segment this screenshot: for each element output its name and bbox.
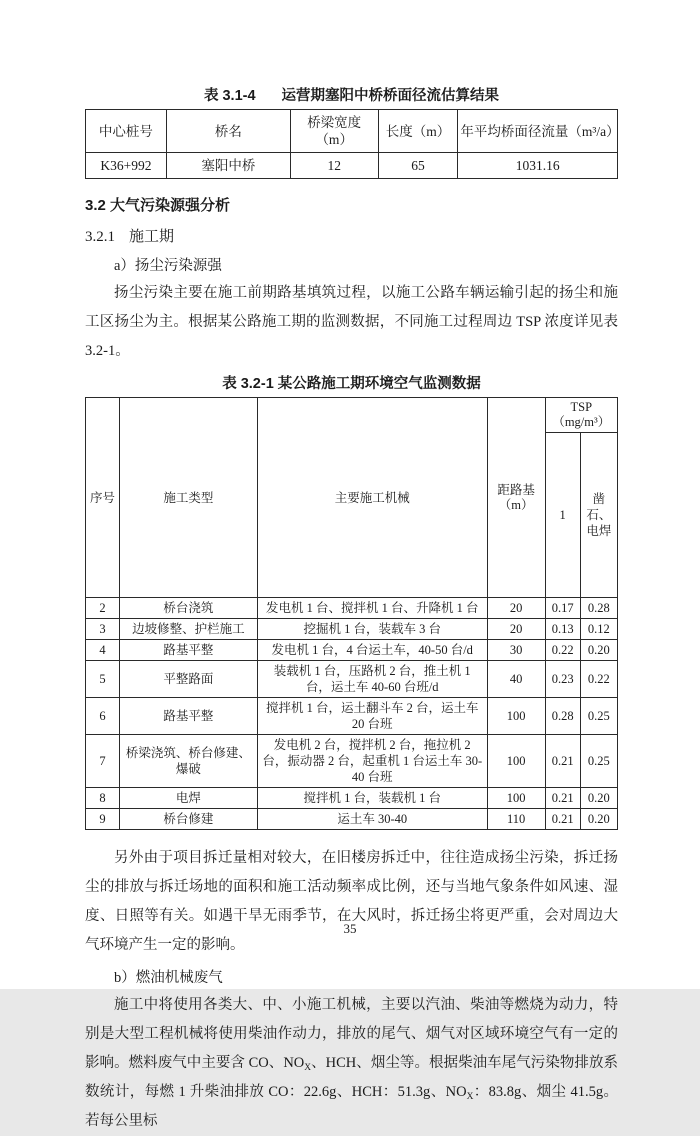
cell-machinery: 搅拌机 1 台，运土翻斗车 2 台，运土车 20 台班	[257, 698, 487, 735]
cell-distance: 100	[487, 788, 545, 809]
cell-no: 3	[86, 619, 120, 640]
cell-tsp-1: 0.21	[545, 809, 580, 830]
cell-no: 9	[86, 809, 120, 830]
cell-no: 7	[86, 735, 120, 788]
column-header-distance: 距路基 （m）	[487, 398, 545, 598]
column-header-machinery: 主要施工机械	[257, 398, 487, 598]
column-header: 桥梁宽度（m）	[290, 110, 378, 153]
column-header: 桥名	[166, 110, 290, 153]
cell-machinery: 装载机 1 台，压路机 2 台，推土机 1 台，运土车 40-60 台班/d	[257, 661, 487, 698]
cell-no: 2	[86, 598, 120, 619]
cell-machinery: 发电机 2 台，搅拌机 2 台，拖拉机 2 台，振动器 2 台，起重机 1 台运土车 30-40 台班	[257, 735, 487, 788]
cell-tsp-1: 0.22	[545, 640, 580, 661]
table1-caption-label: 表 3.1-4	[204, 88, 256, 104]
cell-no: 5	[86, 661, 120, 698]
cell-tsp-2: 0.20	[580, 640, 617, 661]
table-row	[86, 788, 618, 809]
cell-tsp-2: 0.12	[580, 619, 617, 640]
cell-distance: 20	[487, 619, 545, 640]
column-header-no: 序号	[86, 398, 120, 598]
cell-type: 桥台修建	[120, 809, 258, 830]
page-number: 35	[0, 921, 700, 937]
table2-caption: 表 3.2-1 某公路施工期环境空气监测数据	[85, 374, 618, 394]
cell-annual-runoff: 1031.16	[458, 153, 618, 179]
cell-tsp-2: 0.25	[580, 698, 617, 735]
cell-tsp-1: 0.17	[545, 598, 580, 619]
cell-type: 路基平整	[120, 640, 258, 661]
table1-caption	[85, 86, 618, 106]
cell-no: 6	[86, 698, 120, 735]
air-monitoring-table	[85, 397, 618, 830]
table-header-row	[86, 398, 618, 433]
cell-no: 4	[86, 640, 120, 661]
cell-distance: 110	[487, 809, 545, 830]
table1-caption-title: 运营期塞阳中桥桥面径流估算结果	[282, 88, 500, 104]
section-heading-3-2-1	[85, 226, 618, 248]
cell-tsp-2: 0.28	[580, 598, 617, 619]
paragraph-segment: 施工中将使用各类大、中、小施工机械，主要以汽油、柴油等燃烧为动力，特别是大型工程机械将使用柴油作动力，排放的尾气、烟气对区域环境空气有一定的影响。燃料废气中主要含 CO、NO	[85, 997, 618, 1071]
cell-stake-number: K36+992	[86, 153, 167, 179]
cell-tsp-2: 0.20	[580, 788, 617, 809]
cell-type: 凿石、电焊	[580, 433, 617, 598]
table-row	[86, 640, 618, 661]
column-header: 年平均桥面径流量（m³/a）	[458, 110, 618, 153]
cell-machinery: 搅拌机 1 台，装载机 1 台	[257, 788, 487, 809]
section-title: 施工期	[129, 229, 174, 245]
list-item-a: a）扬尘污染源强	[85, 255, 618, 277]
column-header: 长度（m）	[378, 110, 458, 153]
list-item-b: b）燃油机械废气	[85, 967, 618, 989]
cell-tsp-1: 0.13	[545, 619, 580, 640]
section-number: 3.2.1	[85, 229, 115, 245]
page-content	[85, 86, 618, 1136]
cell-bridge-name: 塞阳中桥	[166, 153, 290, 179]
subscript-x: X	[467, 1092, 474, 1102]
table-row	[86, 661, 618, 698]
table-row	[86, 153, 618, 179]
cell-type: 桥梁浇筑、桥台修建、爆破	[120, 735, 258, 788]
section-heading-3-2: 3.2 大气污染源强分析	[85, 195, 618, 217]
cell-type: 桥台浇筑	[120, 598, 258, 619]
table-row	[86, 735, 618, 788]
cell-distance: 30	[487, 640, 545, 661]
cell-machinery: 运土车 30-40	[257, 809, 487, 830]
table-row	[86, 619, 618, 640]
table-row	[86, 698, 618, 735]
cell-type: 电焊	[120, 788, 258, 809]
column-header-type: 施工类型	[120, 398, 258, 598]
table-row	[86, 809, 618, 830]
cell-bridge-length: 65	[378, 153, 458, 179]
cell-type: 边坡修整、护栏施工	[120, 619, 258, 640]
column-header: 中心桩号	[86, 110, 167, 153]
paragraph-fuel-exhaust	[85, 991, 618, 1136]
table-row	[86, 598, 618, 619]
cell-no: 1	[545, 433, 580, 598]
cell-machinery: 发电机 1 台、搅拌机 1 台、升降机 1 台	[257, 598, 487, 619]
cell-distance: 20	[487, 598, 545, 619]
cell-tsp-1: 0.21	[545, 788, 580, 809]
cell-tsp-2: 0.20	[580, 809, 617, 830]
cell-tsp-2: 0.22	[580, 661, 617, 698]
paragraph-demolition-dust: 另外由于项目拆迁量相对较大，在旧楼房拆迁中，往往造成扬尘污染，拆迁扬尘的排放与拆迁场地的面积和施工活动频率成比例，还与当地气象条件如风速、湿度、日照等有关。如遇干旱无雨季节，在大风时，拆迁扬尘将更严重，会对周边大气环境产生一定的影响。	[85, 844, 618, 960]
subscript-x: X	[304, 1063, 311, 1073]
paragraph-segment: 、HCH、烟尘等。根据柴油车尾气污染物排放系数统计，每燃 1 升柴油排放 CO：22.6g、HCH：51.3g、NO	[85, 1055, 618, 1100]
bridge-runoff-table	[85, 109, 618, 179]
cell-type: 平整路面	[120, 661, 258, 698]
table-header-row	[86, 110, 618, 153]
cell-distance: 40	[487, 661, 545, 698]
cell-tsp-1: 0.28	[545, 698, 580, 735]
cell-bridge-width: 12	[290, 153, 378, 179]
cell-machinery: 发电机 1 台，4 台运土车，40-50 台/d	[257, 640, 487, 661]
paragraph-dust-source: 扬尘污染主要在施工前期路基填筑过程，以施工公路车辆运输引起的扬尘和施工区扬尘为主。根据某公路施工期的监测数据，不同施工过程周边 TSP 浓度详见表3.2-1。	[85, 279, 618, 366]
cell-machinery: 挖掘机 1 台，装载车 3 台	[257, 619, 487, 640]
cell-no: 8	[86, 788, 120, 809]
cell-tsp-2: 0.25	[580, 735, 617, 788]
paragraph-segment: ：83.8g、烟尘 41.5g。若每公里标	[85, 1084, 618, 1129]
cell-distance: 100	[487, 698, 545, 735]
column-header-tsp: TSP （mg/m³）	[545, 398, 617, 433]
cell-tsp-1: 0.23	[545, 661, 580, 698]
cell-distance: 100	[487, 735, 545, 788]
cell-type: 路基平整	[120, 698, 258, 735]
cell-tsp-1: 0.21	[545, 735, 580, 788]
